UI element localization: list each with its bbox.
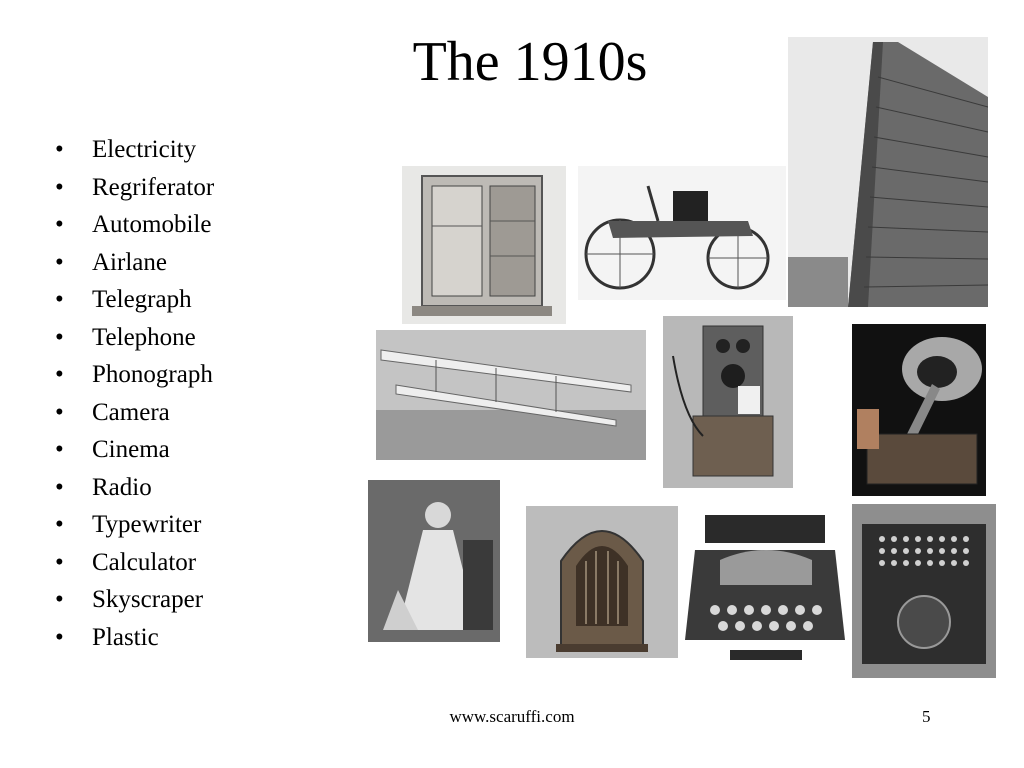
bullet-item: • Regriferator xyxy=(55,173,215,201)
radio-photo xyxy=(526,506,678,658)
typewriter-photo xyxy=(680,510,852,678)
automobile-photo xyxy=(578,166,786,300)
bullet-item: • Plastic xyxy=(55,623,159,651)
bullet-item: • Airlane xyxy=(55,248,167,276)
footer-url: www.scaruffi.com xyxy=(449,707,575,726)
airplane-photo xyxy=(376,330,646,460)
bullet-item: • Phonograph xyxy=(55,361,213,388)
bullet-item: • Camera xyxy=(55,398,170,426)
telephone-photo xyxy=(663,316,793,488)
bullet-item: • Cinema xyxy=(55,436,170,463)
bullet-item: • Calculator xyxy=(55,548,197,576)
bullet-item: • Telephone xyxy=(55,323,196,351)
bullet-item: • Typewriter xyxy=(55,511,202,538)
bullet-item: • Electricity xyxy=(55,136,197,163)
refrigerator-photo xyxy=(402,166,566,324)
bullet-item: • Radio xyxy=(55,473,152,501)
page-number: 5 xyxy=(922,707,931,726)
woman-portrait-photo xyxy=(368,480,500,642)
calculator-photo xyxy=(852,504,996,678)
phonograph-photo xyxy=(852,324,986,496)
bullet-item: • Automobile xyxy=(55,211,212,238)
bullet-item: • Telegraph xyxy=(55,286,192,313)
slide-title: The 1910s xyxy=(412,31,648,93)
skyscraper-photo xyxy=(788,37,988,307)
bullet-item: • Skyscraper xyxy=(55,586,204,613)
bullet-list xyxy=(55,131,214,656)
